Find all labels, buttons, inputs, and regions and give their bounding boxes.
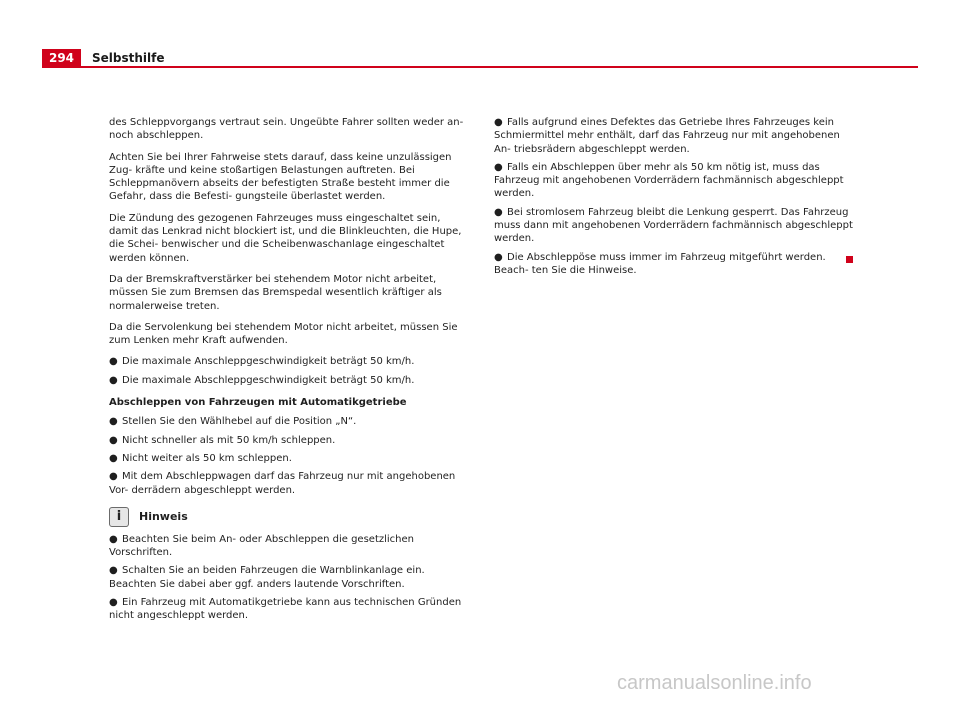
bullet-icon: ● (109, 565, 118, 577)
paragraph: Die Zündung des gezogenen Fahrzeuges muss eingeschaltet sein, damit das Lenkrad nicht blockiert ist, und die Blinkleuchten, die Hupe, die Schei- benwischer und die Scheibenwaschanlage eingeschaltet werden können. (109, 212, 462, 264)
right-column (494, 116, 854, 282)
page-header (42, 49, 918, 67)
bullet-icon: ● (109, 597, 118, 609)
subheading: Abschleppen von Fahrzeugen mit Automatikgetriebe (109, 397, 407, 409)
bullet-icon: ● (109, 533, 118, 545)
list-item: ● Falls ein Abschleppen über mehr als 50 km nötig ist, muss das Fahrzeug mit angehobenen Vorderrädern fachmännisch abgeschleppt werden. (494, 161, 844, 200)
list-item: ● Die maximale Anschleppgeschwindigkeit beträgt 50 km/h. (109, 356, 415, 368)
list-item: ● Die maximale Abschleppgeschwindigkeit beträgt 50 km/h. (109, 374, 415, 386)
bullet-icon: ● (109, 416, 118, 428)
bullet-icon: ● (109, 374, 118, 386)
paragraph: Da die Servolenkung bei stehendem Motor nicht arbeitet, müssen Sie zum Lenken mehr Kraft aufwenden. (109, 321, 458, 347)
bullet-icon: ● (109, 434, 118, 446)
bullet-icon: ● (494, 251, 503, 263)
list-item: ● Die Abschleppöse muss immer im Fahrzeug mitgeführt werden. Beach- ten Sie die Hinweise. (494, 251, 826, 276)
list-item: ● Beachten Sie beim An- oder Abschleppen die gesetzlichen Vorschriften. (109, 533, 414, 559)
list-item: ● Mit dem Abschleppwagen darf das Fahrzeug nur mit angehobenen Vor- derrädern abgeschleppt werden. (109, 471, 456, 496)
section-title: Selbsthilfe (92, 51, 165, 65)
paragraph: des Schleppvorgangs vertraut sein. Ungeübte Fahrer sollten weder an- noch abschleppen. (109, 117, 464, 142)
list-item: ● Nicht weiter als 50 km schleppen. (109, 452, 292, 464)
list-item: ● Nicht schneller als mit 50 km/h schleppen. (109, 434, 336, 446)
list-item: ● Schalten Sie an beiden Fahrzeugen die Warnblinkanlage ein. Beachten Sie dabei aber ggf. anders lautende Vorschriften. (109, 565, 425, 590)
list-item: ● Stellen Sie den Wählhebel auf die Position „N“. (109, 416, 357, 428)
bullet-icon: ● (494, 206, 503, 218)
bullet-icon: ● (109, 356, 118, 368)
bullet-icon: ● (494, 117, 503, 128)
list-item: ● Falls aufgrund eines Defektes das Getriebe Ihres Fahrzeuges kein Schmiermittel mehr enthält, darf das Fahrzeug nur mit angehobenen An- triebsrädern abgeschleppt werden. (494, 117, 840, 155)
bullet-icon: ● (109, 452, 118, 464)
note-title: Hinweis (139, 510, 188, 524)
left-column (109, 116, 465, 628)
page-number: 294 (42, 49, 81, 67)
list-item: ● Bei stromlosem Fahrzeug bleibt die Lenkung gesperrt. Das Fahrzeug muss dann mit angehobenen Vorderrädern fachmännisch abgeschleppt werden. (494, 206, 853, 245)
bullet-icon: ● (494, 161, 503, 173)
watermark: carmanualsonline.info (617, 672, 812, 694)
list-item: ● Ein Fahrzeug mit Automatikgetriebe kann aus technischen Gründen nicht angeschleppt werden. (109, 597, 462, 622)
info-icon: i (109, 507, 129, 527)
header-rule (42, 66, 918, 68)
note-header (109, 507, 465, 527)
paragraph: Da der Bremskraftverstärker bei stehendem Motor nicht arbeitet, müssen Sie zum Bremsen das Bremspedal wesentlich kräftiger als normalerweise treten. (109, 273, 442, 312)
paragraph: Achten Sie bei Ihrer Fahrweise stets darauf, dass keine unzulässigen Zug- kräfte und keine stoßartigen Belastungen auftreten. Bei Schleppmanövern abseits der befestigten Straße besteht immer die Gefahr, dass die Befesti- gungsteile überlastet werden. (109, 151, 452, 203)
end-of-section-marker (846, 256, 853, 263)
bullet-icon: ● (109, 471, 118, 483)
